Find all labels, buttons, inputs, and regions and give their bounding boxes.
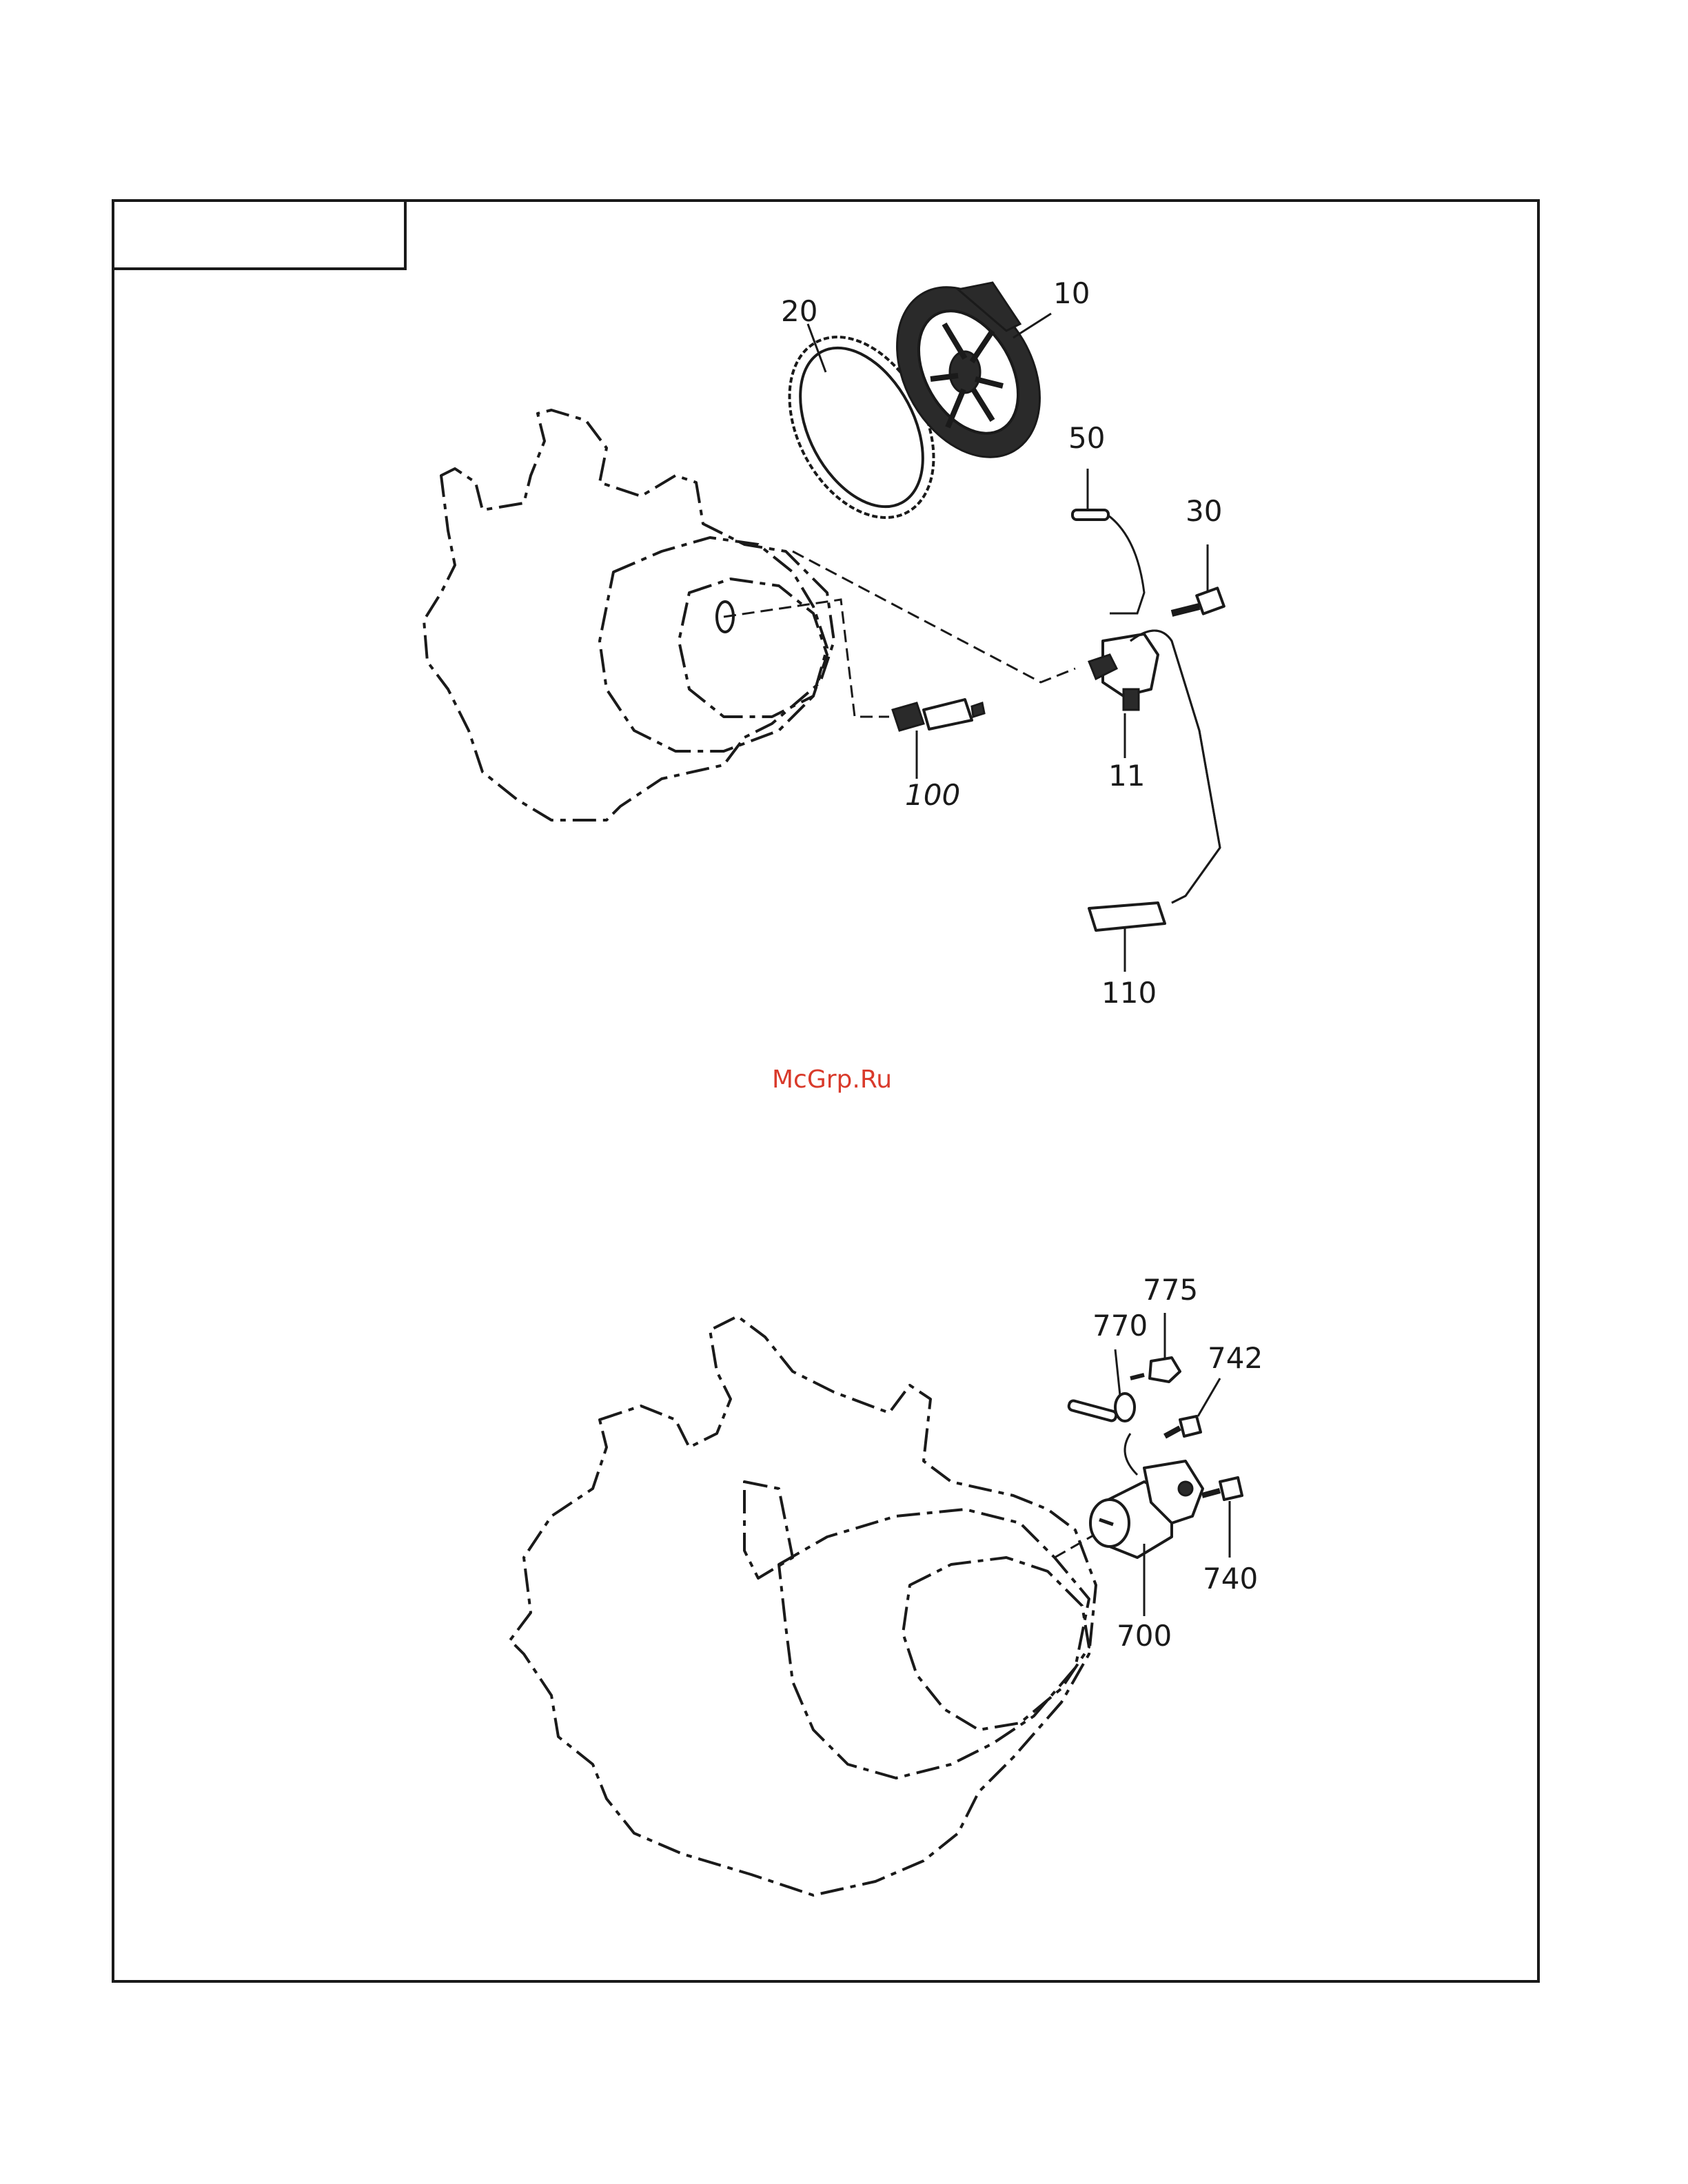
label-770: 770 (1092, 1309, 1148, 1343)
lower-engine-outline (510, 1316, 1096, 1895)
label-30: 30 (1186, 494, 1223, 528)
coil-connector-line (793, 551, 1075, 682)
wire-lead-part (1072, 510, 1144, 613)
label-100: 100 (905, 778, 961, 812)
upper-engine-outline (424, 410, 834, 820)
label-775: 775 (1143, 1273, 1199, 1307)
stud-part-770 (1068, 1394, 1135, 1422)
spark-plug-part (893, 700, 984, 731)
label-50: 50 (1068, 421, 1106, 455)
bolt-part-30 (1172, 588, 1224, 613)
label-740: 740 (1203, 1562, 1259, 1595)
leader-742 (1198, 1378, 1220, 1416)
label-10: 10 (1053, 276, 1090, 310)
label-11: 11 (1108, 759, 1146, 793)
bolt-part-742 (1165, 1416, 1201, 1436)
label-110: 110 (1101, 976, 1157, 1010)
leader-770 (1115, 1349, 1120, 1396)
bolt-part-740 (1202, 1478, 1242, 1500)
plug-cap-part (1089, 903, 1165, 930)
label-20: 20 (781, 294, 818, 328)
nut-part-775 (1130, 1358, 1180, 1382)
label-742: 742 (1208, 1341, 1263, 1375)
starter-motor-part (1090, 1433, 1203, 1558)
watermark: McGrp.Ru (772, 1065, 893, 1094)
label-700: 700 (1117, 1619, 1172, 1653)
